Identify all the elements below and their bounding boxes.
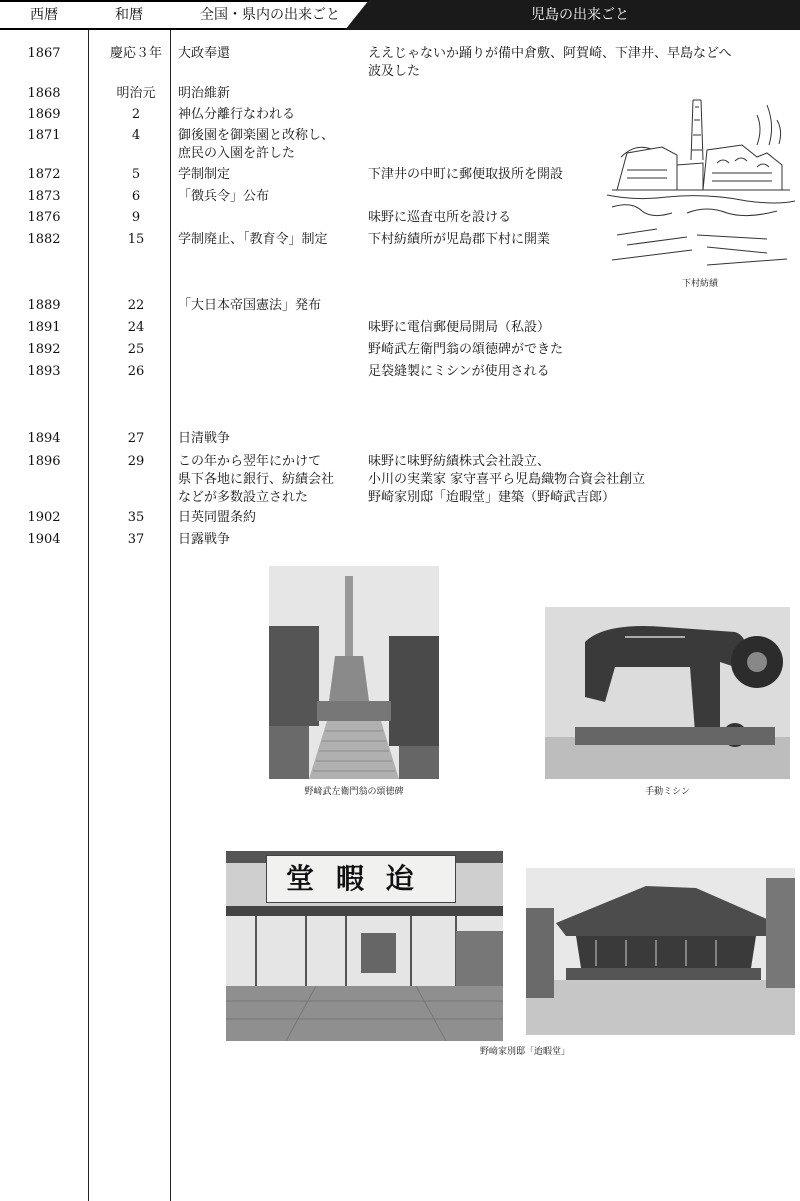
- row-kojima-event: 足袋縫製にミシンが使用される: [368, 364, 550, 379]
- row-era: 2: [131, 107, 141, 122]
- row-year: 1868: [27, 86, 61, 101]
- header-national: 全国・県内の出来ごと: [170, 0, 370, 30]
- row-kojima-event: 味野に味野紡績株式会社設立、 小川の実業家 家守喜平ら児島織物合資会社創立 野崎家別邸「迨暇堂」建築（野崎武吉郎）: [368, 454, 646, 505]
- row-kojima-event: 味野に電信郵便局開局（私設）: [368, 320, 551, 335]
- row-year: 1891: [27, 320, 61, 335]
- row-kojima-event: 下津井の中町に郵便取扱所を開設: [368, 167, 564, 182]
- row-year: 1882: [27, 232, 61, 247]
- row-era: 37: [127, 532, 145, 547]
- row-year: 1869: [27, 107, 61, 122]
- row-era: 22: [127, 298, 145, 313]
- row-kojima-event: 下村紡績所が児島郡下村に開業: [368, 232, 551, 247]
- header-seireki: 西暦: [0, 0, 88, 30]
- row-era: 5: [131, 167, 141, 182]
- row-era: 35: [127, 510, 145, 525]
- row-national-event: 大政奉還: [178, 46, 231, 61]
- header-wareki: 和暦: [88, 0, 170, 30]
- row-national-event: 日英同盟条約: [178, 510, 257, 525]
- caption-monument: 野﨑武左衛門翁の頌徳碑: [304, 787, 404, 797]
- header-kojima: 児島の出来ごと: [531, 7, 629, 23]
- row-era: 15: [127, 232, 145, 247]
- caption-shimomura-mill: 下村紡績: [681, 279, 718, 289]
- row-national-event: 神仏分離行なわれる: [178, 107, 296, 122]
- row-year: 1867: [27, 46, 61, 61]
- row-era: 明治元: [116, 86, 156, 101]
- villa-exterior-photo: [526, 868, 795, 1035]
- row-national-event: 御後園を御楽園と改称し、 庶民の入園を許した: [178, 128, 335, 161]
- row-era: 慶応３年: [109, 46, 162, 61]
- row-year: 1893: [27, 364, 61, 379]
- row-year: 1876: [27, 210, 61, 225]
- row-era: 6: [131, 189, 141, 204]
- mill-sketch-drawing: [607, 95, 795, 275]
- row-year: 1902: [27, 510, 61, 525]
- row-year: 1889: [27, 298, 61, 313]
- row-era: 24: [127, 320, 145, 335]
- monument-photo: [269, 566, 439, 779]
- row-kojima-event: ええじゃないか踊りが備中倉敷、阿賀崎、下津井、早島などへ 波及した: [368, 46, 732, 79]
- row-era: 4: [131, 128, 141, 143]
- villa-plaque-text: 堂暇迨: [285, 862, 436, 895]
- row-year: 1873: [27, 189, 61, 204]
- row-kojima-event: 味野に巡査屯所を設ける: [368, 210, 512, 225]
- row-year: 1872: [27, 167, 61, 182]
- villa-exterior-image: [526, 868, 795, 1035]
- row-era: 29: [127, 454, 145, 469]
- row-era: 27: [127, 431, 145, 446]
- sewing-machine-image: [545, 607, 790, 779]
- shimomura-mill-sketch: [607, 95, 795, 275]
- column-divider: [88, 30, 89, 1201]
- row-era: 9: [131, 210, 141, 225]
- row-era: 26: [127, 364, 145, 379]
- row-national-event: 「徴兵令」公布: [178, 189, 270, 204]
- row-year: 1896: [27, 454, 61, 469]
- sewing-machine-photo: [545, 607, 790, 779]
- row-year: 1892: [27, 342, 61, 357]
- caption-villa: 野﨑家別邸「迨暇堂」: [479, 1047, 570, 1057]
- row-national-event: この年から翌年にかけて 県下各地に銀行、紡績会社 などが多数設立された: [178, 454, 335, 505]
- row-year: 1904: [27, 532, 61, 547]
- villa-interior-photo: [226, 851, 503, 1041]
- row-national-event: 日露戦争: [178, 532, 231, 547]
- row-year: 1871: [27, 128, 61, 143]
- row-year: 1894: [27, 431, 61, 446]
- row-national-event: 学制廃止、「教育令」制定: [178, 232, 328, 247]
- row-national-event: 明治維新: [178, 86, 231, 101]
- row-national-event: 「大日本帝国憲法」発布: [178, 298, 322, 313]
- monument-photo-image: [269, 566, 439, 779]
- row-era: 25: [127, 342, 145, 357]
- caption-sewing-machine: 手動ミシン: [645, 787, 690, 797]
- row-national-event: 学制制定: [178, 167, 231, 182]
- row-national-event: 日清戦争: [178, 431, 231, 446]
- villa-plaque: [266, 855, 456, 903]
- row-kojima-event: 野崎武左衛門翁の頌徳碑ができた: [368, 342, 564, 357]
